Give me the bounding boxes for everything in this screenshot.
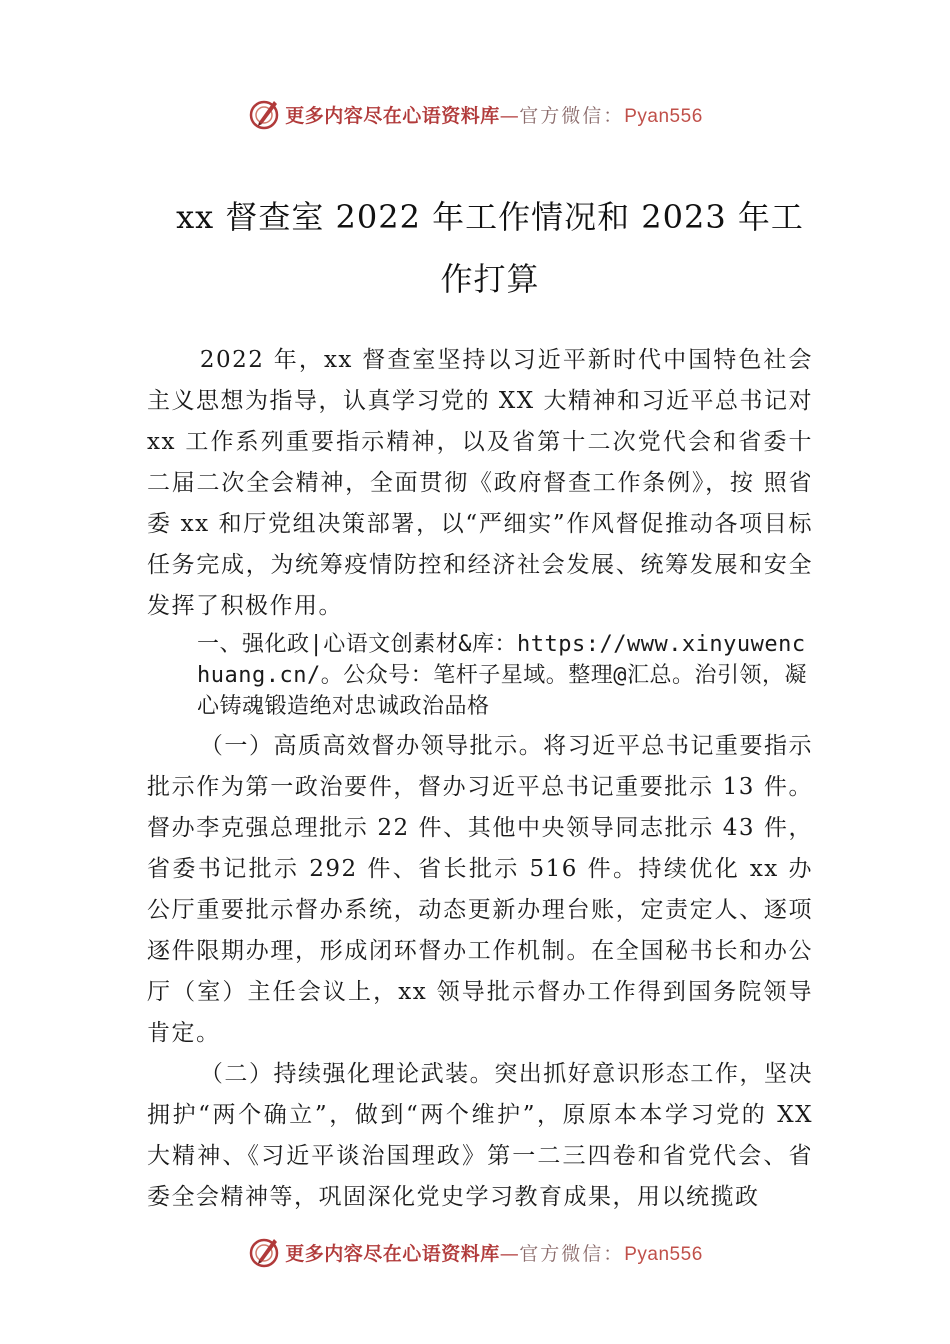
footer-watermark-banner xyxy=(0,1232,950,1272)
pen-seal-logo-icon xyxy=(247,1234,283,1270)
pen-seal-logo-icon xyxy=(247,96,283,132)
document-body xyxy=(147,340,813,1218)
title-line-2: 作打算 xyxy=(440,260,540,298)
header-watermark-banner xyxy=(0,94,950,134)
banner-text: 更多内容尽在心语资料库—官方微信：Pyan556 xyxy=(285,1242,703,1265)
banner-text: 更多内容尽在心语资料库—官方微信：Pyan556 xyxy=(285,104,703,127)
section-1-heading: 一、强化政|心语文创素材&库：https://www.xinyuwenchuang.cn/。公众号：笔杆子星域。整理@汇总。治引领，凝心铸魂锻造绝对忠诚政治品格 xyxy=(197,632,807,719)
item-1-paragraph: （一）高质高效督办领导批示。将习近平总书记重要指示批示作为第一政治要件，督办习近平总书记重要批示 13 件。督办李克强总理批示 22 件、其他中央领导同志批示 43 件，省委书记批示 292 件、省长批示 516 件。持续优化 xx 办公厅重要批示督办系统，动态更新办理台账，定责定人、逐项逐件限期办理，形成闭环督办工作机制。在全国秘书长和办公厅（室）主任会议上，xx 领导批示督办工作得到国务院领导肯定。 xyxy=(147,733,813,1046)
title-line-1: xx 督查室 2022 年工作情况和 2023 年工 xyxy=(176,198,804,236)
intro-paragraph: 2022 年，xx 督查室坚持以习近平新时代中国特色社会主义思想为指导，认真学习党的 XX 大精神和习近平总书记对 xx 工作系列重要指示精神，以及省第十二次党代会和省委十二届二次全会精神，全面贯彻《政府督查工作条例》，按 照省委 xx 和厅党组决策部署，以“严细实”作风督促推动各项目标任务完成，为统筹疫情防控和经济社会发展、统筹发展和安全发挥了积极作用。 xyxy=(147,347,813,619)
item-2-paragraph: （二）持续强化理论武装。突出抓好意识形态工作，坚决拥护“两个确立”，做到“两个维护”，原原本本学习党的 XX 大精神、《习近平谈治国理政》第一二三四卷和省党代会、省委全会精神等，巩固深化党史学习教育成果，用以统揽政 xyxy=(147,1061,813,1210)
document-title xyxy=(140,186,840,310)
